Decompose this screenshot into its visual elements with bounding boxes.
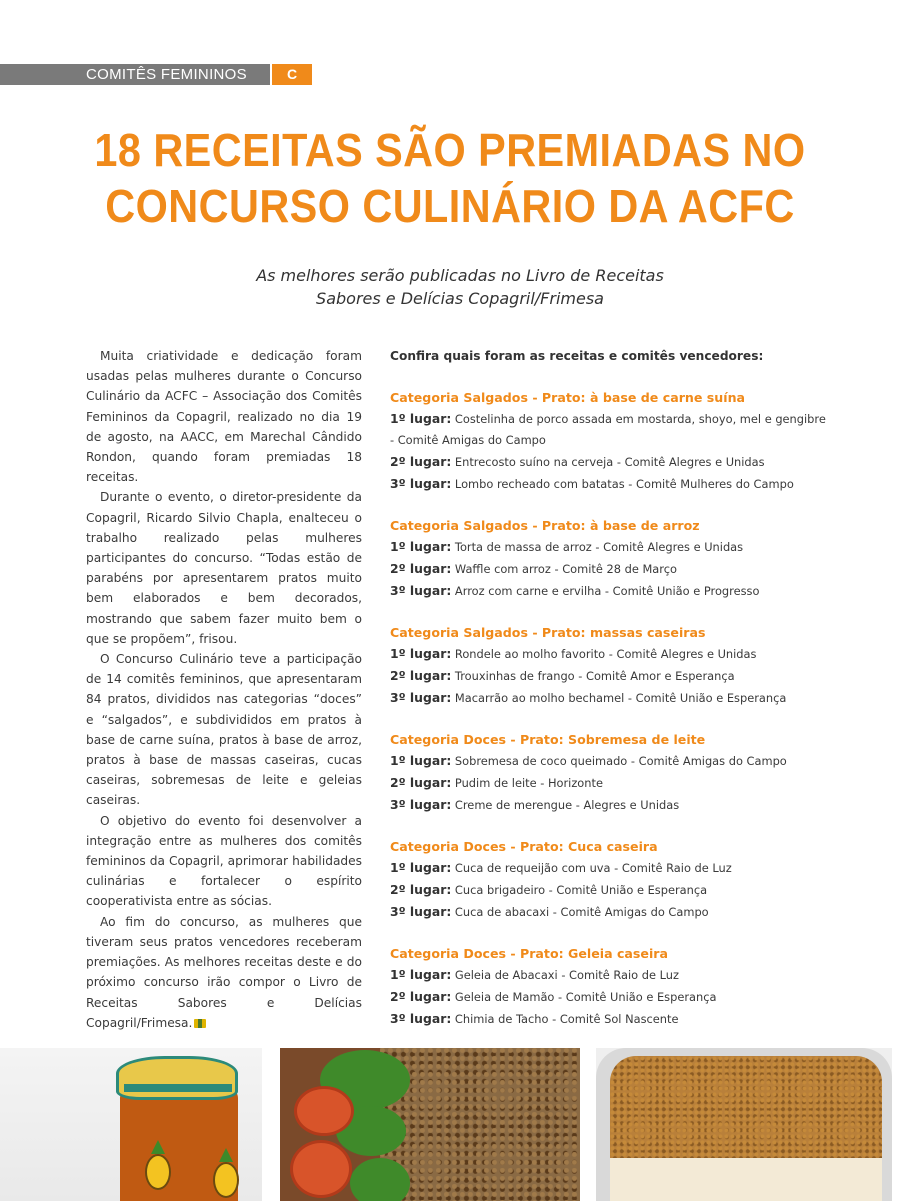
subtitle-line-2: Sabores e Delícias Copagril/Frimesa xyxy=(316,289,604,308)
winner-text: Creme de merengue - Alegres e Unidas xyxy=(454,798,680,812)
winners-intro: Confira quais foram as receitas e comitês vencedores: xyxy=(390,349,764,363)
rice-dish-photo xyxy=(280,1048,580,1201)
winner-place: 2º lugar: xyxy=(390,882,452,897)
tomato-rose xyxy=(290,1140,352,1198)
winner-entry xyxy=(390,558,830,580)
winner-entry xyxy=(390,536,830,558)
winner-text: Cuca de abacaxi - Comitê Amigas do Campo xyxy=(454,905,709,919)
category-title: Categoria Doces - Prato: Sobremesa de leite xyxy=(390,732,706,747)
section-label: COMITÊS FEMININOS xyxy=(86,66,247,83)
headline-line-2: CONCURSO CULINÁRIO DA ACFC xyxy=(105,180,795,232)
winner-text: Sobremesa de coco queimado - Comitê Amigas do Campo xyxy=(454,754,787,768)
winner-text: Geleia de Abacaxi - Comitê Raio de Luz xyxy=(454,968,679,982)
winner-place: 3º lugar: xyxy=(390,583,452,598)
category-title: Categoria Salgados - Prato: massas caseiras xyxy=(390,625,706,640)
winner-text: Cuca de requeijão com uva - Comitê Raio de Luz xyxy=(454,861,732,875)
winner-entry xyxy=(390,879,830,901)
winner-text: Macarrão ao molho bechamel - Comitê União e Esperança xyxy=(454,691,787,705)
winner-place: 2º lugar: xyxy=(390,775,452,790)
category-title: Categoria Salgados - Prato: à base de arroz xyxy=(390,518,700,533)
category-block xyxy=(390,623,830,709)
category-block xyxy=(390,516,830,602)
winner-place: 2º lugar: xyxy=(390,561,452,576)
subtitle-line-1: As melhores serão publicadas no Livro de Receitas xyxy=(256,266,664,285)
winner-place: 1º lugar: xyxy=(390,753,452,768)
winner-entry xyxy=(390,451,830,473)
winner-place: 2º lugar: xyxy=(390,989,452,1004)
winner-text: Rondele ao molho favorito - Comitê Alegres e Unidas xyxy=(454,647,757,661)
article-body xyxy=(86,346,362,1033)
category-title: Categoria Salgados - Prato: à base de carne suína xyxy=(390,390,746,405)
end-mark-icon xyxy=(194,1019,206,1028)
rice-dish xyxy=(380,1048,580,1201)
jar-ribbon xyxy=(124,1084,232,1092)
category-block xyxy=(390,730,830,816)
winner-entry xyxy=(390,687,830,709)
body-paragraph: O objetivo do evento foi desenvolver a integração entre as mulheres dos comitês femininos da Copagril, aprimorar habilidades culinárias e fortalecer o espírito cooperativista entre as sócias. xyxy=(86,813,362,909)
body-paragraph: Muita criatividade e dedicação foram usadas pelas mulheres durante o Concurso Culinário da ACFC – Associação dos Comitês Femininos da Copagril, realizado no dia 19 de agosto, na AACC, em Marechal Cândido Rondon, quando foram premiadas 18 receitas. xyxy=(86,349,362,485)
garnish-greens xyxy=(350,1158,410,1201)
winner-place: 1º lugar: xyxy=(390,411,452,426)
body-paragraph: O Concurso Culinário teve a participação de 14 comitês femininos, que apresentaram 84 pratos, divididos nas categorias “doces” e “salgados”, e subdivididos em pratos à base de carne suína, pratos à base de arroz, pratos à base de massas caseiras, cucas caseiras, sobremesas de leite e geleias caseiras. xyxy=(86,652,362,808)
winner-place: 2º lugar: xyxy=(390,668,452,683)
pineapple-icon xyxy=(145,1154,171,1190)
tomato-rose xyxy=(294,1086,354,1136)
winner-entry xyxy=(390,750,830,772)
jar-lid xyxy=(116,1056,238,1100)
winner-entry xyxy=(390,408,830,451)
dessert-cream xyxy=(610,1158,882,1201)
winner-place: 3º lugar: xyxy=(390,1011,452,1026)
winner-entry xyxy=(390,643,830,665)
winner-entry xyxy=(390,986,830,1008)
winner-text: Lombo recheado com batatas - Comitê Mulheres do Campo xyxy=(454,477,794,491)
winner-text: Geleia de Mamão - Comitê União e Esperança xyxy=(454,990,717,1004)
winner-place: 3º lugar: xyxy=(390,690,452,705)
winner-entry xyxy=(390,473,830,495)
section-tag: C xyxy=(272,64,312,85)
subtitle xyxy=(180,264,740,310)
winners-list xyxy=(390,346,830,1051)
winner-entry xyxy=(390,901,830,923)
category-block xyxy=(390,837,830,923)
headline-line-1: 18 RECEITAS SÃO PREMIADAS NO xyxy=(94,124,806,176)
winner-entry xyxy=(390,1008,830,1030)
body-paragraph: Durante o evento, o diretor-presidente da Copagril, Ricardo Silvio Chapla, enalteceu o trabalho realizado pelas mulheres participantes do concurso. “Todas estão de parabéns por apresentarem pratos muito bem elaborados e bem decorados, mostrando que sabem fazer muito bem o que se propõem”, frisou. xyxy=(86,490,362,646)
winner-text: Arroz com carne e ervilha - Comitê União e Progresso xyxy=(454,584,760,598)
winner-entry xyxy=(390,772,830,794)
body-paragraph-text: Ao fim do concurso, as mulheres que tiveram seus pratos vencedores receberam premiações. As melhores receitas deste e do próximo concurso irão compor o Livro de Receitas Sabores e Delícias Copagril/Frimesa. xyxy=(86,914,362,1030)
winner-place: 1º lugar: xyxy=(390,860,452,875)
winner-text: Torta de massa de arroz - Comitê Alegres e Unidas xyxy=(454,540,744,554)
pineapple-icon xyxy=(213,1162,239,1198)
winner-text: Cuca brigadeiro - Comitê União e Esperança xyxy=(454,883,708,897)
pineapple-leaf-icon xyxy=(151,1140,165,1154)
winner-place: 3º lugar: xyxy=(390,476,452,491)
category-title: Categoria Doces - Prato: Geleia caseira xyxy=(390,946,668,961)
winner-entry xyxy=(390,665,830,687)
dessert-photo xyxy=(596,1048,892,1201)
winner-entry xyxy=(390,580,830,602)
winner-place: 3º lugar: xyxy=(390,904,452,919)
winner-text: Pudim de leite - Horizonte xyxy=(454,776,603,790)
winner-entry xyxy=(390,857,830,879)
winner-place: 2º lugar: xyxy=(390,454,452,469)
winner-entry xyxy=(390,794,830,816)
category-block xyxy=(390,388,830,495)
winner-text: Trouxinhas de frango - Comitê Amor e Esperança xyxy=(454,669,735,683)
category-title: Categoria Doces - Prato: Cuca caseira xyxy=(390,839,658,854)
winner-text: Chimia de Tacho - Comitê Sol Nascente xyxy=(454,1012,679,1026)
winner-entry xyxy=(390,964,830,986)
winner-place: 1º lugar: xyxy=(390,646,452,661)
body-paragraph-last xyxy=(86,912,362,1033)
winner-place: 1º lugar: xyxy=(390,539,452,554)
headline xyxy=(81,122,819,234)
winner-text: Entrecosto suíno na cerveja - Comitê Alegres e Unidas xyxy=(454,455,765,469)
winner-place: 1º lugar: xyxy=(390,967,452,982)
category-block xyxy=(390,944,830,1030)
winner-text: Costelinha de porco assada em mostarda, shoyo, mel e gengibre - Comitê Amigas do Campo xyxy=(390,412,826,447)
winner-place: 3º lugar: xyxy=(390,797,452,812)
jam-jar-photo xyxy=(0,1048,262,1201)
winner-text: Waffle com arroz - Comitê 28 de Março xyxy=(454,562,677,576)
pineapple-leaf-icon xyxy=(219,1148,233,1162)
